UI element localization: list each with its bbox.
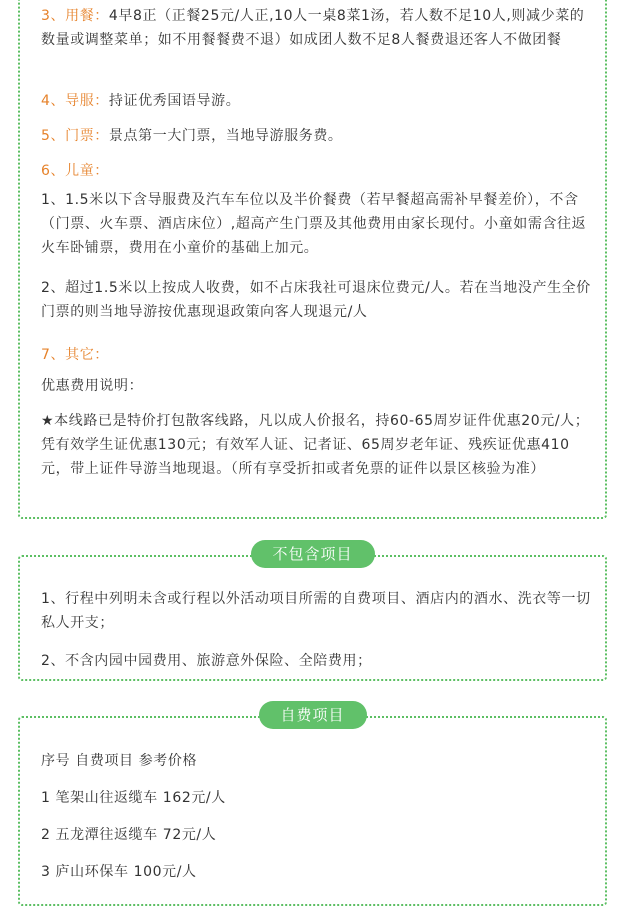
optional-row: 1 笔架山往返缆车 162元/人	[41, 790, 226, 806]
meal-label: 3、用餐：	[41, 8, 109, 24]
child-paragraph-1: 1、1.5米以下含导服费及汽车车位以及半价餐费（若早餐超高需补早餐差价），不含（门票、火车票、酒店床位）,超高产生门票及其他费用由家长现付。小童如需含往返火车卧铺票，费用在小童价的基础上加元。	[41, 192, 587, 256]
guide-text: 持证优秀国语导游。	[108, 93, 241, 109]
child-paragraph-2: 2、超过1.5米以上按成人收费，如不占床我社可退床位费元/人。若在当地没产生全价门票的则当地导游按优惠现退政策向客人现退元/人	[41, 280, 591, 320]
ticket-item	[41, 124, 591, 148]
optional-section	[18, 706, 607, 906]
ticket-text: 景点第一大门票，当地导游服务费。	[108, 128, 343, 144]
exclusions-section	[18, 545, 607, 681]
exclusion-item-2: 2、不含内园中园费用、旅游意外保险、全陪费用；	[41, 653, 372, 669]
discount-text: ★本线路已是特价打包散客线路，凡以成人价报名，持60-65周岁证件优惠20元/人；凭有效学生证优惠130元；有效军人证、记者证、65周岁老年证、残疾证优惠410元，带上证件导游当地现退。（所有享受折扣或者免票的证件以景区核验为准）	[41, 413, 590, 477]
optional-header: 序号 自费项目 参考价格	[41, 753, 198, 769]
meal-text: 4早8正（正餐25元/人正,10人一桌8菜1汤，若人数不足10人,则减少菜的数量或调整菜单；如不用餐餐费不退）如成团人数不足8人餐费退还客人不做团餐	[41, 8, 585, 48]
guide-label: 4、导服：	[41, 93, 109, 109]
optional-row: 2 五龙潭往返缆车 72元/人	[41, 827, 217, 843]
guide-item	[41, 89, 591, 113]
ticket-label: 5、门票：	[41, 128, 109, 144]
child-label: 6、儿童：	[41, 163, 109, 179]
discount-title: 优惠费用说明：	[41, 378, 144, 394]
optional-tag: 自费项目	[258, 701, 366, 729]
exclusions-tag: 不包含项目	[250, 540, 374, 568]
exclusion-item-1: 1、行程中列明未含或行程以外活动项目所需的自费项目、酒店内的酒水、洗衣等一切私人开支；	[41, 591, 591, 631]
other-label: 7、其它：	[41, 347, 109, 363]
optional-row: 3 庐山环保车 100元/人	[41, 864, 197, 880]
inclusions-section	[18, 0, 607, 519]
meal-item	[41, 4, 591, 52]
